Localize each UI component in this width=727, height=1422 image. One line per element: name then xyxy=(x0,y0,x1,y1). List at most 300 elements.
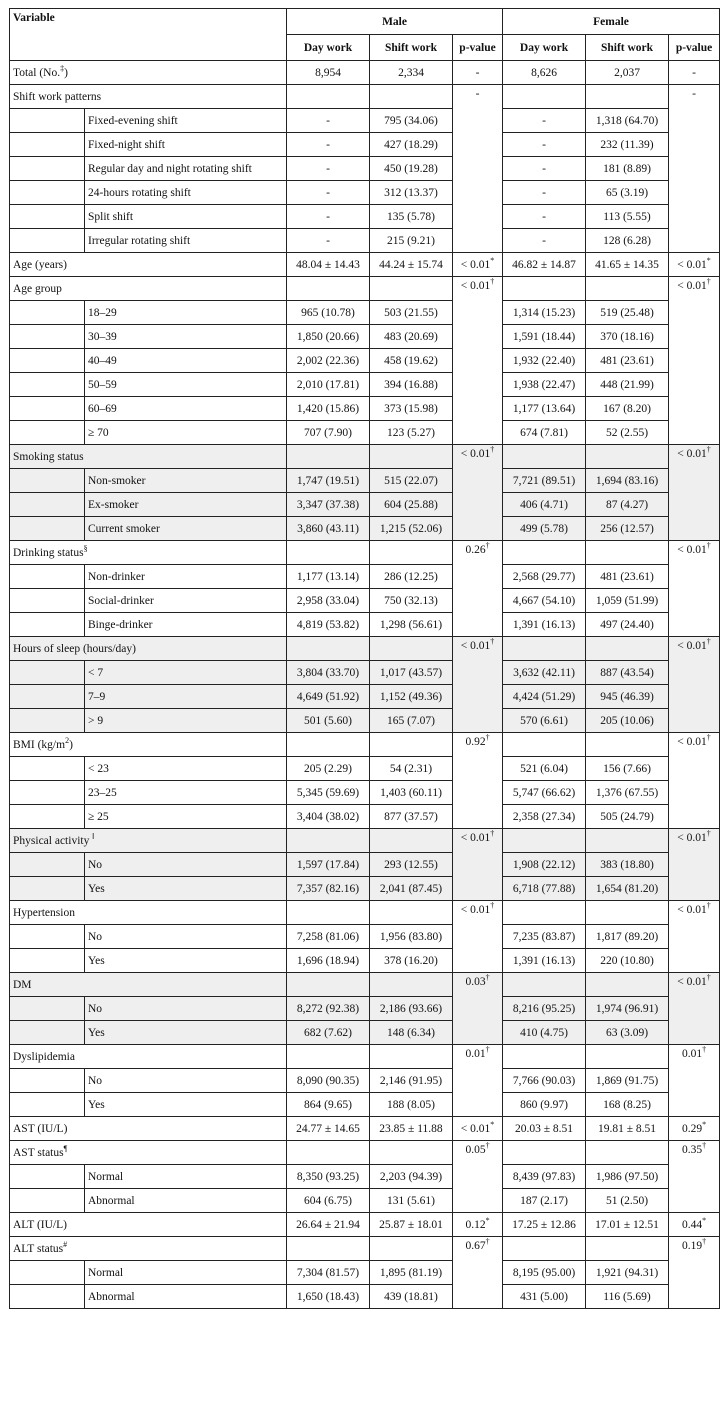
female-p-value-cell-text: 0.01 xyxy=(681,1048,703,1060)
male-day-work-cell-text: - xyxy=(326,210,330,223)
male-p-value-cell xyxy=(453,61,503,85)
male-day-work-cell-text: 864 (9.65) xyxy=(304,1098,352,1111)
sub-label xyxy=(85,1189,287,1213)
male-shift-work-cell xyxy=(370,469,453,493)
female-day-work-cell-text: 8,439 (97.83) xyxy=(512,1170,576,1183)
male-shift-work-cell xyxy=(370,133,453,157)
male-shift-work-cell-text: 54 (2.31) xyxy=(389,762,433,775)
footnote-mark: ‖ xyxy=(92,831,95,841)
sub-label-text: Yes xyxy=(88,1098,105,1111)
footnote-mark: * xyxy=(490,255,495,265)
indent-cell xyxy=(10,685,85,709)
male-shift-work-cell-text: 750 (32.13) xyxy=(384,594,438,607)
sub-label xyxy=(85,397,287,421)
female-shift-work-cell-text: 370 (18.16) xyxy=(600,330,654,343)
male-shift-work-cell xyxy=(370,829,453,853)
footnote-mark: † xyxy=(706,829,711,839)
table-row xyxy=(10,661,720,685)
sub-label-text: Binge-drinker xyxy=(88,618,153,631)
female-day-work-cell xyxy=(503,133,586,157)
female-shift-work-cell xyxy=(586,1237,669,1261)
female-day-work-header: Day work xyxy=(503,35,586,61)
male-day-work-cell xyxy=(287,1093,370,1117)
male-day-work-cell xyxy=(287,1117,370,1141)
male-day-work-cell xyxy=(287,301,370,325)
female-shift-work-cell-text: 220 (10.80) xyxy=(600,954,654,967)
group-label xyxy=(10,445,287,469)
female-shift-work-cell xyxy=(586,397,669,421)
male-day-work-cell xyxy=(287,877,370,901)
female-shift-work-cell-text: 51 (2.50) xyxy=(605,1194,649,1207)
male-day-work-cell xyxy=(287,421,370,445)
female-shift-work-cell xyxy=(586,85,669,109)
sub-label-text: 40–49 xyxy=(88,354,117,367)
male-day-work-header: Day work xyxy=(287,35,370,61)
sub-label xyxy=(85,709,287,733)
male-day-work-cell xyxy=(287,1213,370,1237)
group-label-text: BMI (kg/m xyxy=(13,738,66,751)
footnote-mark: † xyxy=(490,277,495,287)
female-shift-work-cell xyxy=(586,973,669,997)
table-row xyxy=(10,133,720,157)
group-label xyxy=(10,973,287,997)
male-day-work-cell xyxy=(287,613,370,637)
table-row xyxy=(10,1117,720,1141)
female-shift-work-cell xyxy=(586,373,669,397)
female-day-work-cell xyxy=(503,973,586,997)
male-p-value-cell-text: 0.05 xyxy=(465,1144,486,1156)
indent-cell xyxy=(10,661,85,685)
group-label-text: Age group xyxy=(13,282,62,295)
female-shift-work-cell-text: 448 (21.99) xyxy=(600,378,654,391)
female-day-work-cell-text: 410 (4.75) xyxy=(520,1026,568,1039)
group-label xyxy=(10,901,287,925)
female-shift-work-cell xyxy=(586,61,669,85)
table-row xyxy=(10,565,720,589)
female-day-work-cell-text: 6,718 (77.88) xyxy=(512,882,576,895)
female-shift-work-cell-text: 1,376 (67.55) xyxy=(595,786,659,799)
male-shift-work-cell xyxy=(370,301,453,325)
male-shift-work-cell xyxy=(370,1045,453,1069)
female-p-value-cell-text: 0.19 xyxy=(681,1240,703,1252)
group-label-text: Drinking status xyxy=(13,546,84,559)
sub-label-text: ≥ 70 xyxy=(88,426,109,439)
female-day-work-cell xyxy=(503,709,586,733)
female-p-value-cell xyxy=(669,1045,720,1117)
male-day-work-cell-text: 26.64 ± 21.94 xyxy=(296,1218,360,1231)
male-shift-work-cell xyxy=(370,901,453,925)
female-day-work-cell xyxy=(503,1093,586,1117)
indent-cell xyxy=(10,1189,85,1213)
indent-cell xyxy=(10,757,85,781)
male-day-work-cell-text: 1,696 (18.94) xyxy=(296,954,360,967)
male-shift-work-cell xyxy=(370,325,453,349)
female-day-work-cell xyxy=(503,229,586,253)
female-day-work-cell-text: - xyxy=(542,186,546,199)
female-day-work-cell xyxy=(503,733,586,757)
male-day-work-cell xyxy=(287,1285,370,1309)
male-shift-work-cell xyxy=(370,1285,453,1309)
female-day-work-cell xyxy=(503,85,586,109)
male-p-value-cell-text: 0.01 xyxy=(465,1048,486,1060)
table-row xyxy=(10,1069,720,1093)
male-day-work-cell xyxy=(287,493,370,517)
female-shift-work-cell xyxy=(586,949,669,973)
female-shift-work-cell xyxy=(586,613,669,637)
male-shift-work-cell-text: 23.85 ± 11.88 xyxy=(379,1122,443,1135)
table-row xyxy=(10,157,720,181)
male-day-work-cell-text: - xyxy=(326,162,330,175)
male-p-value-header: p-value xyxy=(453,35,503,61)
male-day-work-cell-text: 8,272 (92.38) xyxy=(296,1002,360,1015)
group-label-text: Physical activity xyxy=(13,834,93,847)
male-p-value-cell-text: 0.03 xyxy=(465,976,486,988)
male-shift-work-cell-text: 604 (25.88) xyxy=(384,498,438,511)
female-shift-work-cell-text: 481 (23.61) xyxy=(600,354,654,367)
female-day-work-cell xyxy=(503,613,586,637)
male-shift-work-cell xyxy=(370,445,453,469)
female-p-value-cell xyxy=(669,277,720,445)
row-label xyxy=(10,253,287,277)
female-day-work-cell xyxy=(503,829,586,853)
male-shift-work-cell xyxy=(370,733,453,757)
male-p-value-cell xyxy=(453,901,503,973)
female-shift-work-cell xyxy=(586,1117,669,1141)
sub-label xyxy=(85,469,287,493)
male-header: Male xyxy=(287,9,503,35)
female-day-work-cell-text: 7,766 (90.03) xyxy=(512,1074,576,1087)
female-shift-work-cell xyxy=(586,661,669,685)
table-row xyxy=(10,1285,720,1309)
female-day-work-cell-text: 1,314 (15.23) xyxy=(512,306,576,319)
indent-cell xyxy=(10,877,85,901)
group-label xyxy=(10,733,287,757)
male-p-value-cell-text: 0.92 xyxy=(465,736,486,748)
indent-cell xyxy=(10,709,85,733)
table-row xyxy=(10,805,720,829)
female-shift-work-cell xyxy=(586,157,669,181)
indent-cell xyxy=(10,133,85,157)
male-day-work-cell-text: 707 (7.90) xyxy=(304,426,352,439)
group-label xyxy=(10,1237,287,1261)
male-shift-work-cell-text: 795 (34.06) xyxy=(384,114,438,127)
female-day-work-cell xyxy=(503,157,586,181)
female-p-value-cell xyxy=(669,1237,720,1309)
female-shift-work-cell xyxy=(586,541,669,565)
indent-cell xyxy=(10,349,85,373)
male-day-work-cell xyxy=(287,1069,370,1093)
table-row xyxy=(10,877,720,901)
group-label xyxy=(10,541,287,565)
female-shift-work-cell xyxy=(586,109,669,133)
female-day-work-cell-text: 46.82 ± 14.87 xyxy=(512,258,576,271)
group-label-text: Shift work patterns xyxy=(13,90,102,103)
sub-label-text: 30–39 xyxy=(88,330,117,343)
label-suffix: ) xyxy=(64,66,68,79)
sub-label xyxy=(85,685,287,709)
female-shift-work-cell xyxy=(586,901,669,925)
sub-label-text: Yes xyxy=(88,882,105,895)
male-shift-work-cell xyxy=(370,1237,453,1261)
female-shift-work-cell xyxy=(586,469,669,493)
label-suffix: ) xyxy=(69,738,73,751)
footnote-mark: ‡ xyxy=(60,63,65,73)
male-shift-work-cell xyxy=(370,1213,453,1237)
female-day-work-cell xyxy=(503,1141,586,1165)
female-day-work-cell xyxy=(503,253,586,277)
female-p-value-cell xyxy=(669,829,720,901)
group-label xyxy=(10,1045,287,1069)
female-shift-work-cell-text: 113 (5.55) xyxy=(603,210,651,223)
footnote-mark: # xyxy=(63,1239,68,1249)
table-row xyxy=(10,61,720,85)
male-day-work-cell-text: 501 (5.60) xyxy=(304,714,352,727)
female-shift-work-cell-text: 1,654 (81.20) xyxy=(595,882,659,895)
female-day-work-cell-text: 1,932 (22.40) xyxy=(512,354,576,367)
female-p-value-cell xyxy=(669,541,720,637)
indent-cell xyxy=(10,997,85,1021)
sub-label xyxy=(85,205,287,229)
male-shift-work-cell-text: 427 (18.29) xyxy=(384,138,438,151)
indent-cell xyxy=(10,517,85,541)
footnote-mark: * xyxy=(702,1119,707,1129)
female-day-work-cell xyxy=(503,541,586,565)
male-p-value-cell-text: 0.12 xyxy=(465,1218,486,1231)
male-day-work-cell-text: 2,958 (33.04) xyxy=(296,594,360,607)
female-shift-work-cell xyxy=(586,925,669,949)
male-day-work-cell-text: 7,258 (81.06) xyxy=(296,930,360,943)
indent-cell xyxy=(10,181,85,205)
row-label-text: ALT (IU/L) xyxy=(13,1218,67,1231)
sub-label xyxy=(85,349,287,373)
female-shift-work-cell-text: 256 (12.57) xyxy=(600,522,654,535)
footnote-mark: * xyxy=(485,1215,490,1225)
table-row xyxy=(10,1021,720,1045)
female-day-work-cell-text: 4,667 (54.10) xyxy=(512,594,576,607)
female-shift-work-cell xyxy=(586,325,669,349)
male-day-work-cell-text: 7,357 (82.16) xyxy=(296,882,360,895)
female-day-work-cell xyxy=(503,469,586,493)
indent-cell xyxy=(10,565,85,589)
female-shift-work-cell-text: 52 (2.55) xyxy=(605,426,649,439)
indent-cell xyxy=(10,301,85,325)
male-shift-work-cell xyxy=(370,589,453,613)
female-p-value-cell xyxy=(669,637,720,733)
footnote-mark: † xyxy=(706,901,711,911)
female-day-work-cell xyxy=(503,1261,586,1285)
female-day-work-cell-text: 5,747 (66.62) xyxy=(512,786,576,799)
male-shift-work-cell-text: 1,152 (49.36) xyxy=(379,690,443,703)
sub-label xyxy=(85,805,287,829)
female-day-work-cell xyxy=(503,565,586,589)
male-day-work-cell xyxy=(287,637,370,661)
male-day-work-cell xyxy=(287,1189,370,1213)
table-row xyxy=(10,1165,720,1189)
male-day-work-cell xyxy=(287,253,370,277)
sub-label xyxy=(85,1261,287,1285)
sub-label-text: 50–59 xyxy=(88,378,117,391)
female-shift-work-cell xyxy=(586,181,669,205)
female-shift-work-cell-text: 128 (6.28) xyxy=(603,234,651,247)
female-day-work-cell-text: 4,424 (51.29) xyxy=(512,690,576,703)
male-p-value-cell xyxy=(453,973,503,1045)
table-row xyxy=(10,445,720,469)
male-shift-work-cell-text: 483 (20.69) xyxy=(384,330,438,343)
footnote-mark: † xyxy=(706,541,711,551)
male-shift-work-cell xyxy=(370,493,453,517)
table-row xyxy=(10,1213,720,1237)
male-day-work-cell xyxy=(287,1141,370,1165)
table-row xyxy=(10,1189,720,1213)
table-row xyxy=(10,853,720,877)
female-shift-work-cell-text: 1,059 (51.99) xyxy=(595,594,659,607)
female-p-value-cell-text: < 0.01 xyxy=(677,976,707,988)
sub-label-text: 18–29 xyxy=(88,306,117,319)
sub-label-text: Fixed-night shift xyxy=(88,138,165,151)
table-row xyxy=(10,901,720,925)
sub-label-text: No xyxy=(88,1002,103,1015)
female-shift-work-cell-text: 2,037 xyxy=(614,66,640,79)
male-shift-work-cell xyxy=(370,373,453,397)
male-shift-work-cell-text: 135 (5.78) xyxy=(387,210,435,223)
female-day-work-cell xyxy=(503,61,586,85)
male-shift-work-cell xyxy=(370,397,453,421)
female-p-value-cell xyxy=(669,85,720,253)
sub-label xyxy=(85,421,287,445)
sub-label xyxy=(85,1069,287,1093)
female-shift-work-cell xyxy=(586,1021,669,1045)
female-shift-work-cell xyxy=(586,829,669,853)
male-shift-work-cell xyxy=(370,541,453,565)
male-day-work-cell xyxy=(287,349,370,373)
table-row xyxy=(10,181,720,205)
indent-cell xyxy=(10,109,85,133)
row-label xyxy=(10,1213,287,1237)
female-shift-work-cell xyxy=(586,805,669,829)
male-p-value-cell-text: 0.67 xyxy=(465,1240,486,1252)
female-day-work-cell-text: 521 (6.04) xyxy=(520,762,568,775)
female-p-value-cell-text: 0.35 xyxy=(681,1144,703,1156)
female-day-work-cell-text: - xyxy=(542,162,546,175)
male-p-value-cell xyxy=(453,733,503,829)
male-p-value-cell-text: - xyxy=(475,66,480,79)
female-shift-work-cell-text: 519 (25.48) xyxy=(600,306,654,319)
female-day-work-cell xyxy=(503,325,586,349)
sub-label xyxy=(85,565,287,589)
male-day-work-cell xyxy=(287,517,370,541)
female-shift-work-cell-text: 505 (24.79) xyxy=(600,810,654,823)
male-day-work-cell xyxy=(287,757,370,781)
sub-label-text: Split shift xyxy=(88,210,134,223)
footnote-mark: † xyxy=(706,277,711,287)
female-day-work-cell xyxy=(503,925,586,949)
table-row xyxy=(10,589,720,613)
female-shift-work-cell xyxy=(586,1285,669,1309)
female-shift-work-cell-text: 887 (43.54) xyxy=(600,666,654,679)
sub-label-text: 23–25 xyxy=(88,786,117,799)
male-day-work-cell xyxy=(287,541,370,565)
table-row xyxy=(10,229,720,253)
sub-label xyxy=(85,781,287,805)
female-p-value-cell xyxy=(669,1141,720,1213)
male-p-value-cell-text: < 0.01 xyxy=(460,258,491,271)
male-shift-work-cell xyxy=(370,1141,453,1165)
sub-label xyxy=(85,373,287,397)
indent-cell xyxy=(10,493,85,517)
male-shift-work-cell-text: 131 (5.61) xyxy=(387,1194,435,1207)
footnote-mark: † xyxy=(706,973,711,983)
female-p-value-cell-text: < 0.01 xyxy=(677,640,707,652)
female-shift-work-cell xyxy=(586,133,669,157)
male-shift-work-cell-text: 439 (18.81) xyxy=(384,1290,438,1303)
female-day-work-cell xyxy=(503,181,586,205)
male-day-work-cell-text: 8,350 (93.25) xyxy=(296,1170,360,1183)
indent-cell xyxy=(10,1165,85,1189)
male-shift-work-cell xyxy=(370,277,453,301)
sub-label-text: Normal xyxy=(88,1170,124,1183)
footnote-mark: † xyxy=(485,541,490,551)
row-label-text: AST (IU/L) xyxy=(13,1122,68,1135)
male-day-work-cell xyxy=(287,157,370,181)
male-day-work-cell-text: 682 (7.62) xyxy=(304,1026,352,1039)
female-shift-work-cell-text: 19.81 ± 8.51 xyxy=(598,1122,657,1135)
male-shift-work-cell xyxy=(370,637,453,661)
male-p-value-cell xyxy=(453,445,503,541)
male-shift-work-cell-text: 450 (19.28) xyxy=(384,162,438,175)
footnote-mark: † xyxy=(702,1237,707,1247)
female-day-work-cell xyxy=(503,517,586,541)
female-day-work-cell-text: 7,721 (89.51) xyxy=(512,474,576,487)
male-shift-work-cell-text: 373 (15.98) xyxy=(384,402,438,415)
female-p-value-cell-text: < 0.01 xyxy=(677,448,707,460)
male-p-value-cell-text: < 0.01 xyxy=(460,1122,491,1135)
table-row xyxy=(10,301,720,325)
female-day-work-cell xyxy=(503,373,586,397)
table-row xyxy=(10,541,720,565)
indent-cell xyxy=(10,925,85,949)
female-day-work-cell-text: 7,235 (83.87) xyxy=(512,930,576,943)
female-shift-work-cell-text: 945 (46.39) xyxy=(600,690,654,703)
male-shift-work-cell xyxy=(370,85,453,109)
male-shift-work-cell xyxy=(370,1117,453,1141)
female-day-work-cell xyxy=(503,781,586,805)
female-shift-work-cell-text: 1,921 (94.31) xyxy=(595,1266,659,1279)
female-day-work-cell xyxy=(503,589,586,613)
male-day-work-cell xyxy=(287,733,370,757)
footnote-mark: † xyxy=(485,1141,490,1151)
female-day-work-cell xyxy=(503,1117,586,1141)
female-p-value-cell-text: < 0.01 xyxy=(677,544,707,556)
male-p-value-cell xyxy=(453,253,503,277)
group-label-text: ALT status xyxy=(13,1242,64,1255)
sub-label-text: 7–9 xyxy=(88,690,106,703)
male-day-work-cell xyxy=(287,661,370,685)
female-day-work-cell xyxy=(503,349,586,373)
male-day-work-cell-text: 4,819 (53.82) xyxy=(296,618,360,631)
male-day-work-cell xyxy=(287,1261,370,1285)
sub-label xyxy=(85,517,287,541)
female-day-work-cell xyxy=(503,661,586,685)
female-day-work-cell-text: 1,177 (13.64) xyxy=(512,402,576,415)
male-shift-work-cell xyxy=(370,661,453,685)
male-day-work-cell xyxy=(287,181,370,205)
female-shift-work-cell xyxy=(586,589,669,613)
footnote-mark: † xyxy=(490,901,495,911)
male-shift-work-cell-text: 1,895 (81.19) xyxy=(379,1266,443,1279)
male-shift-work-cell xyxy=(370,613,453,637)
indent-cell xyxy=(10,229,85,253)
indent-cell xyxy=(10,805,85,829)
